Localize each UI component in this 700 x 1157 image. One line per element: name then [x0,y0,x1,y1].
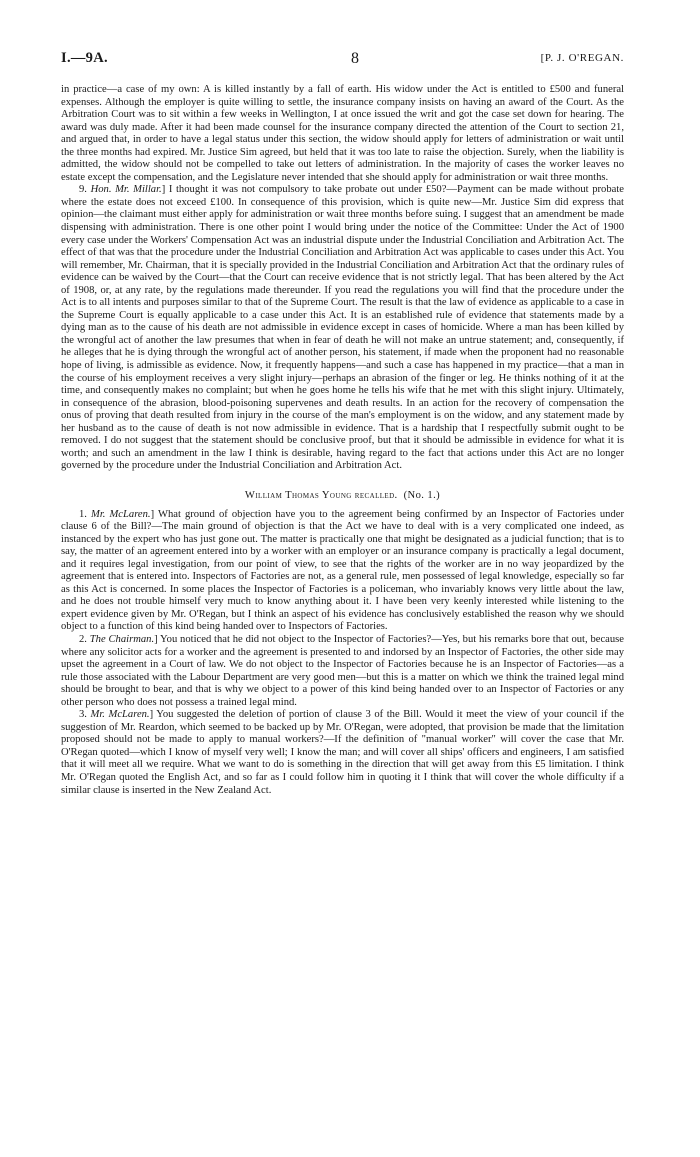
question-text: ] You noticed that he did not object to the Inspector of Factories?—Yes, but his remarks bore that out, because where any solicitor acts for a worker and the agreement is presented to and indorsed by an Inspector of Factories, the other side may upset the agreement in a Court of law. We do not object to the Inspector of Factories because he is an Inspector of Factories—as a rule those associated with the Labour Department are very good men—but this is a matter on which we think the trained legal mind should be brought to bear, and that is why we object to a power of this kind being handed over to an Inspector of Factories or any other person who does not possess a trained legal mind. [61,633,624,708]
body-text [61,84,624,797]
question-2 [61,634,624,709]
document-code: I.—9A. [61,50,108,66]
question-number: 3. [79,709,87,721]
question-text: ] What ground of objection have you to the agreement being confirmed by an Inspector of Factories under clause 6 of the Bill?—The main ground of objection is that the Act we have to deal with is a very complicated one indeed, as instanced by the expert who has just gone out. The matter is practically one that might be designated as a judicial function; that is to say, the matter of an agreement entered into by a worker with an employer or an insurance company is practically a legal document, and it requires legal investigation, from our point of view, to see that the rights of the worker are in no way jeopardized by the agreement that is entered into. Inspectors of Factories are not, as a general rule, men possessed of legal knowledge, especially so far as this Act is concerned. In some places the Inspector of Factories is a policeman, who invariably knows very little about the law, and he does not trouble himself very much to know anything about it. I have been very keenly interested while listening to the expert evidence given by Mr. O'Regan, but I think an aspect of his evidence has conclusively established the reason why we should object to a function of this kind being handed over to Inspectors of Factories. [61,508,624,633]
witness-running-title: [P. J. O'REGAN. [540,52,624,64]
question-speaker: Mr. McLaren. [91,508,151,520]
question-text: ] You suggested the deletion of portion of clause 3 of the Bill. Would it meet the view of your council if the suggestion of Mr. Reardon, which seemed to be backed up by Mr. O'Regan, were adopted, that provision be made that the limitation proposed should not be made to apply to manual workers?—If the definition of "manual worker" will cover the case that Mr. O'Regan quoted—which I know of myself very well; I know the man; and will cover all ships' officers and engineers, I am satisfied that it will meet all we require. What we want to do is something in the direction that will get away from this £5 limitation. I think Mr. O'Regan quoted the English Act, and so far as I could follow him in quoting it I think that will cover the whole difficulty if a similar clause is inserted in the New Zealand Act. [61,709,624,796]
question-number: 2. [79,633,87,645]
document-page [61,50,624,797]
witness-note: (No. 1.) [403,489,441,501]
question-speaker: The Chairman. [89,633,155,645]
question-speaker: Hon. Mr. Millar. [90,184,162,196]
question-1 [61,509,624,634]
witness-heading [61,490,624,503]
question-speaker: Mr. McLaren. [90,709,150,721]
paragraph-continued: in practice—a case of my own: A is killed instantly by a fall of earth. His widow under the Act is entitled to £500 and funeral expenses. Although the employer is quite willing to settle, the insurance company insists on having an award of the Court. As the Arbitration Court was to sit within a few weeks in Wellington, I at once issued the writ and got the case set down for hearing. The award was duly made. After it had been made counsel for the insurance company directed the attention of the Court to section 21, and argued that, in order to have a legal status under this section, the widow should apply for letters of administration or wait until the three months had expired. Mr. Justice Sim agreed, but held that it was too late to raise the objection. Surely, when the liability is admitted, the widow should not be compelled to take out letters of administration. In the majority of cases the worker leaves no estate except the compensation, and the Legislature never intended that she should apply for administration or wait three months. [61,84,624,183]
running-header [61,50,624,72]
question-text: ] I thought it was not compulsory to take probate out under £50?—Payment can be made without probate where the estate does not exceed £100. In consequence of this provision, which is quite new—Mr. Justice Sim did express that opinion—the claimant must either apply for administration or wait three months before suing. I suggest that an amendment be made dispensing with administration. There is one other point I would bring under the notice of the Committee: Under the Act of 1900 every case under the Workers' Compensation Act was an industrial dispute under the Industrial Conciliation and Arbitration Act. The effect of that was that the procedure under the Industrial Conciliation and Arbitration Act was applicable to cases under this Act. You will remember, Mr. Chairman, that it is specially provided in the Industrial Conciliation and Arbitration Act that the ordinary rules of evidence can be waived by the Court—that the Court can receive evidence that is not strictly legal. That has been altered by the Act of 1908, or, at any rate, by the regulations made thereunder. If you read the regulations you will find that the procedure under the Act is to all intents and purposes similar to that of the Supreme Court. The result is that the law of evidence as applicable to a case in the Supreme Court is equally applicable to a case under this Act. It is an established rule of evidence that statements made by a dying man as to the cause of his death are not admissible in evidence except in cases of homicide. Where a man has been killed by the wrongful act of another the law presumes that when in fear of death he will not make an untrue statement; and, consequently, if he alleges that he is dying through the wrongful act of another person, his statement, if made when the proponent had no reasonable hope of living, is admissible as evidence. Now, it frequently happens—and such a case has happened in my practice—that a man in the course of his employment receives a very slight injury—perhaps an abrasion of the finger or leg. He thinks nothing of it at the time, and consequently makes no complaint; but when he goes home he tells his wife that he met with this slight injury. Ultimately, in consequence of the abrasion, blood-poisoning supervenes and death results. In an action for the recovery of compensation the onus of proving that death resulted from injury in the course of the man's employment is on the widow, and any statement made by her husband as to the cause of death is not now admissible in evidence. That is a hardship that I respectfully submit ought to be removed. I do not suggest that the statement should be conclusive proof, but that it should be admissible in evidence for what it is worth; and such an amendment in the law I think is desirable, having regard to the fact that actions under this Act are no longer governed by the procedure under the Industrial Conciliation and Arbitration Act. [61,184,624,472]
question-number: 9. [79,184,87,196]
question-9 [61,184,624,473]
witness-name: William Thomas Young recalled. [244,489,398,501]
question-number: 1. [79,508,87,520]
question-3 [61,709,624,797]
page-number: 8 [351,50,359,67]
